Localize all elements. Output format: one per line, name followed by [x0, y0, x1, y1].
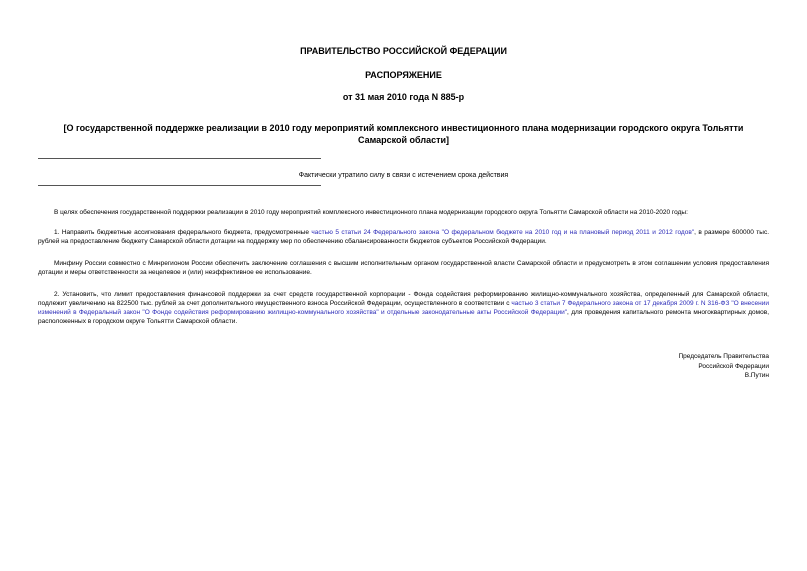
- divider-bottom: [38, 185, 321, 186]
- p2-text-a: 2. Установить, что лимит предоставления финансовой поддержки за счет средств государственной корпорации - Фонда содействия реформированию жилищно-коммунального хозяйства, определенный для Самарской области, подлежит увеличению на 822500 тыс. рублей за счет дополнительного имущественного взноса Российской Федерации, осуществленного в соответствии с: [38, 291, 769, 307]
- signatory-organization: Российской Федерации: [698, 362, 769, 370]
- signatory-position: Председатель Правительства: [678, 353, 769, 360]
- p2-text-b: , для проведения капитального ремонта многоквартирных домов, расположенных в городском округе Тольятти Самарской области.: [38, 309, 770, 325]
- federal-law-316-link[interactable]: частью 3 статьи 7 Федерального закона от 17 декабря 2009 г. N 316-ФЗ "О внесении изменений в Федеральный закон "О Фонде содействия реформированию жилищно-коммунального хозяйства" и отдельные законодательные акты Российской Федерации": [38, 300, 770, 316]
- intro-text: В целях обеспечения государственной поддержки реализации в 2010 году мероприятий комплексного инвестиционного плана модернизации городского округа Тольятти Самарской области на 2010-2020 годы:: [54, 209, 688, 216]
- paragraph-minfin: [38, 259, 769, 277]
- p1-text-b: , в размере 600000 тыс. рублей на предоставление бюджету Самарской области дотации на поддержку мер по обеспечению сбалансированности бюджетов субъектов Российской Федерации.: [38, 229, 769, 245]
- paragraph-2: [38, 290, 769, 326]
- divider-top: [38, 158, 321, 159]
- signatory-name: В.Путин: [744, 372, 769, 379]
- document-date-number: от 31 мая 2010 года N 885-р: [342, 92, 465, 102]
- status-note: Фактически утратило силу в связи с истечением срока действия: [298, 172, 509, 179]
- minfin-text: Минфину России совместно с Минрегионом России обеспечить заключение соглашения с высшим исполнительным органом государственной власти Самарской области и предусмотреть в этом соглашении условия предоставления дотации и меры ответственности за нецелевое и (или) неэффективное ее использование.: [38, 260, 769, 276]
- p1-text-a: 1. Направить бюджетные ассигнования федерального бюджета, предусмотренные: [54, 229, 312, 236]
- federal-budget-law-link[interactable]: частью 5 статьи 24 Федерального закона "О федеральном бюджете на 2010 год и на плановый период 2011 и 2012 годов": [311, 229, 695, 236]
- paragraph-1: [38, 228, 769, 246]
- document-title: [О государственной поддержке реализации в 2010 году мероприятий комплексного инвестиционного плана модернизации городского округа Тольятти Самарской области]: [63, 123, 744, 145]
- document-type: РАСПОРЯЖЕНИЕ: [365, 70, 442, 80]
- issuing-authority: ПРАВИТЕЛЬСТВО РОССИЙСКОЙ ФЕДЕРАЦИИ: [300, 46, 507, 56]
- signature-block: [678, 352, 769, 381]
- intro-paragraph: [38, 208, 769, 217]
